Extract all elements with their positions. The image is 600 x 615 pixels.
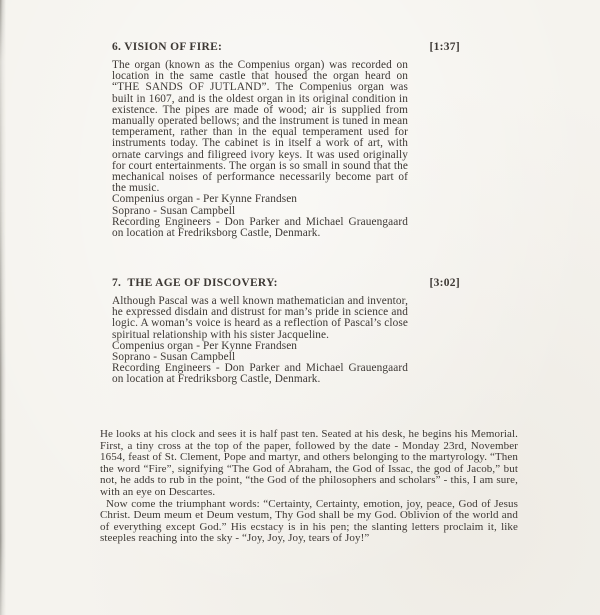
track-7-duration: [3:02] bbox=[429, 277, 460, 289]
track-7-credit-engineers: Recording Engineers - Don Parker and Michael Grauengaard on location at Fredriksborg Castle, Denmark. bbox=[112, 362, 408, 386]
track-7-credit-soprano: Soprano - Susan Campbell bbox=[112, 351, 236, 364]
track-7-credit-organ: Compenius organ - Per Kynne Frandsen bbox=[112, 339, 298, 352]
track-6-header bbox=[112, 41, 460, 53]
track-6-credit-organ: Compenius organ - Per Kynne Frandsen bbox=[112, 193, 298, 206]
track-6-duration: [1:37] bbox=[429, 41, 460, 53]
scan-edge-shadow bbox=[0, 0, 6, 615]
track-7-header bbox=[112, 277, 460, 289]
track-7-description: Although Pascal was a well known mathematician and inventor, he expressed disdain and distrust for man’s pride in science and logic. A woman’s voice is heard as a reflection of Pascal’s close spiritual relationship with his sister Jacqueline. bbox=[112, 295, 408, 341]
track-6-description: The organ (known as the Compenius organ) was recorded on location in the same castle that housed the organ heard on “THE SANDS OF JUTLAND”. The Compenius organ was built in 1607, and is the oldest organ in its original condition in existence. The pipes are made of wood; air is supplied from manually operated bellows; and the instrument is tuned in mean temperament, rather than in the equal temperament used for instruments today. The cabinet is in itself a work of art, with ornate carvings and filigreed ivory keys. It was used originally for court entertainments. The organ is so small in sound that the mechanical noises of performance necessarily become part of the music. bbox=[112, 59, 408, 195]
track-6-credit-soprano: Soprano - Susan Campbell bbox=[112, 204, 236, 217]
track-section-6 bbox=[112, 41, 460, 239]
track-6-title: 6. VISION OF FIRE: bbox=[112, 41, 223, 53]
track-6-body bbox=[112, 60, 408, 239]
track-section-7 bbox=[112, 277, 460, 386]
track-7-body bbox=[112, 296, 408, 386]
liner-notes-narrative bbox=[100, 429, 518, 545]
track-6-credit-engineers: Recording Engineers - Don Parker and Michael Grauengaard on location at Fredriksborg Castle, Denmark. bbox=[112, 215, 408, 240]
narrative-paragraph-2: Now come the triumphant words: “Certainty, Certainty, emotion, joy, peace, God of Jesus Christ. Deum meum et Deum vestum, Thy God shall be my God. Oblivion of the world and of everything except God.” His ecstacy is in his pen; the slanting letters proclaim it, like steeples reaching into the sky - “Joy, Joy, Joy, tears of Joy!” bbox=[100, 497, 518, 545]
narrative-paragraph-1: He looks at his clock and sees it is half past ten. Seated at his desk, he begins his Memorial. First, a tiny cross at the top of the paper, followed by the date - Monday 23rd, November 1654, feast of St. Clement, Pope and martyr, and others belonging to the martyrology. “Then the word “Fire”, signifying “The God of Abraham, the God of Issac, the god of Jacob,” but not, he adds to rub in the point, “the God of the philosophers and scholars” - this, I am sure, with an eye on Descartes. bbox=[100, 428, 518, 498]
track-7-title: 7. THE AGE OF DISCOVERY: bbox=[112, 277, 278, 289]
